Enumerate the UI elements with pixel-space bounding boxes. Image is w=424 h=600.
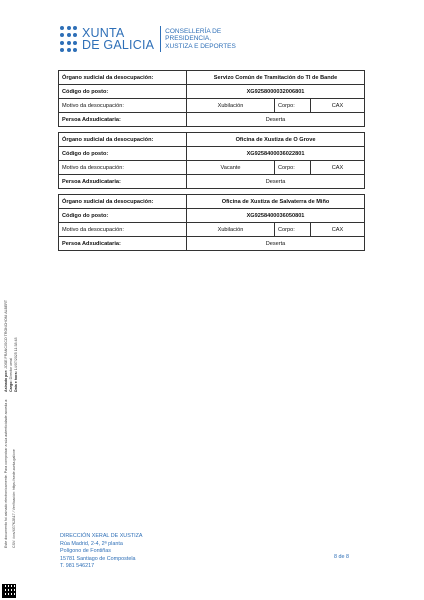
vacancy-table (58, 194, 365, 251)
header-divider (160, 26, 161, 52)
organo-value: Oficina de Xustiza de O Grove (187, 133, 365, 147)
csv-code-text: CSV: /cvs/XG7K2B17 / Verificación: https://sede.xunta.gal/cve (12, 449, 16, 548)
header (60, 24, 236, 54)
motivo-value: Vacante (187, 161, 275, 175)
organo-value: Servizo Común de Tramitación do TI de Bande (187, 71, 365, 85)
footer-address-1: Rúa Madrid, 2-4, 2ª planta (60, 540, 123, 547)
codigo-value: XG9258400036050801 (187, 209, 365, 223)
persoa-value: Deserta (187, 237, 365, 251)
dept-line-3: XUSTIZA E DEPORTES (165, 42, 236, 50)
motivo-value: Xubilación (187, 223, 275, 237)
corpo-label: Corpo: (275, 223, 311, 237)
footer (60, 533, 142, 571)
persoa-value: Deserta (187, 175, 365, 189)
corpo-value: CAX (311, 161, 365, 175)
codigo-label: Código do posto: (59, 85, 187, 99)
dept-line-1: CONSELLERÍA DE (165, 27, 222, 35)
footer-address-2: Polígono de Fontiñas (60, 548, 111, 554)
footer-phone: T. 981 546217 (60, 563, 95, 569)
persoa-label: Persoa Adxudicataria: (59, 175, 187, 189)
dept-line-2: PRESIDENCIA, (165, 35, 212, 43)
motivo-label: Motivo da desocupación: (59, 99, 187, 113)
motivo-label: Motivo da desocupación: (59, 161, 187, 175)
brand-line-2: DE GALICIA (82, 38, 155, 52)
corpo-label: Corpo: (275, 99, 311, 113)
organo-value: Oficina de Xustiza de Salvaterra de Miño (187, 195, 365, 209)
xunta-logo-icon (60, 26, 77, 53)
signature-info (4, 300, 8, 392)
qr-code-icon (2, 584, 16, 598)
persoa-label: Persoa Adxudicataria: (59, 237, 187, 251)
motivo-value: Xubilación (187, 99, 275, 113)
brand-line-1: XUNTA (82, 26, 125, 40)
page-number: 8 de 8 (334, 554, 349, 560)
vacancy-table (58, 132, 365, 189)
csv-text: Este documento foi asinado electronicamente. Para comprobar a súa autenticidade acceda a: (4, 398, 8, 548)
role-label: Cargo: (9, 380, 13, 392)
footer-address-3: 15781 Santiago de Compostela (60, 555, 136, 562)
signature-role (9, 358, 13, 392)
corpo-value: CAX (311, 223, 365, 237)
vacancy-table (58, 70, 365, 127)
csv-notice (4, 399, 8, 548)
organo-label: Órgano xudicial da desocupación: (59, 71, 187, 85)
footer-title: DIRECCIÓN XERAL DE XUSTIZA (60, 533, 143, 539)
date-label: Data e hora: (14, 371, 18, 392)
role-value: Director xeral (9, 358, 13, 380)
department-name (165, 28, 236, 51)
organo-label: Órgano xudicial da desocupación: (59, 133, 187, 147)
motivo-label: Motivo da desocupación: (59, 223, 187, 237)
codigo-label: Código do posto: (59, 147, 187, 161)
date-value: 14/07/2025 11:38:48 (14, 337, 18, 371)
brand-name (82, 27, 154, 51)
codigo-value: XG9258400036022801 (187, 147, 365, 161)
corpo-value: CAX (311, 99, 365, 113)
persoa-label: Persoa Adxudicataria: (59, 113, 187, 127)
signed-label: Asinado por: (4, 369, 8, 392)
signed-value: JOSE FRANCISCO TRONCHONI ALBERT (4, 299, 8, 369)
organo-label: Órgano xudicial da desocupación: (59, 195, 187, 209)
vacancy-list (58, 70, 364, 256)
csv-code (12, 449, 16, 548)
signature-date (14, 338, 18, 393)
corpo-label: Corpo: (275, 161, 311, 175)
codigo-label: Código do posto: (59, 209, 187, 223)
codigo-value: XG9258000032006801 (187, 85, 365, 99)
persoa-value: Deserta (187, 113, 365, 127)
